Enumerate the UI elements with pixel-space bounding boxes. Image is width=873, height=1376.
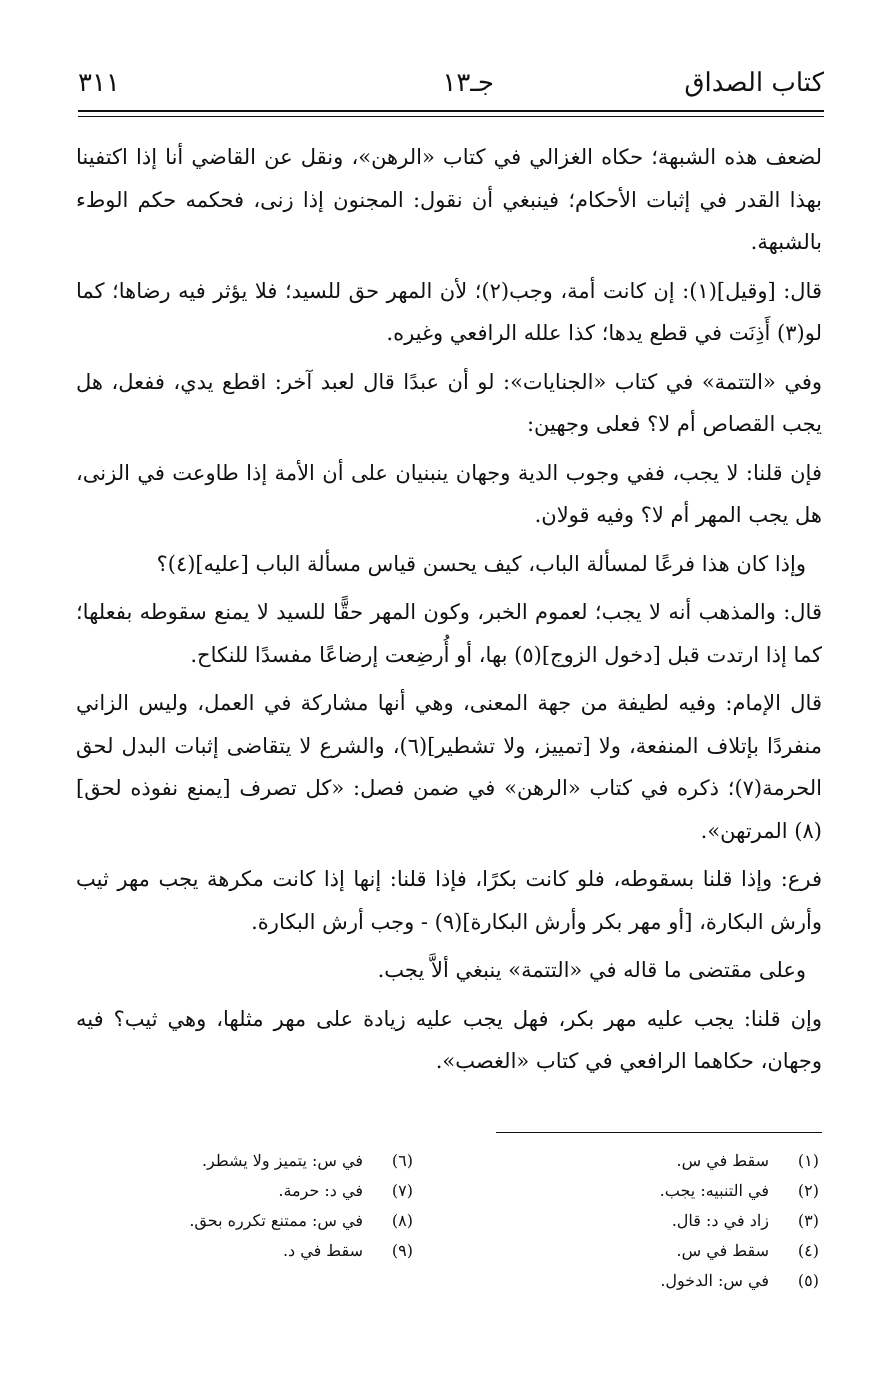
footnote-number: (١): [797, 1151, 819, 1170]
paragraph: وإذا كان هذا فرعًا لمسألة الباب، كيف يحسن قياس مسألة الباب [عليه](٤)؟: [156, 551, 806, 576]
footnote: [489, 1236, 819, 1266]
footnote-number: (٦): [391, 1151, 413, 1170]
footnote-number: (٩): [391, 1241, 413, 1260]
volume-label: جـ١٣: [442, 68, 494, 98]
footnote: [83, 1176, 413, 1206]
footnote: [83, 1236, 413, 1266]
footnote-text: سقط في د.: [282, 1241, 363, 1260]
footnote-number: (٢): [797, 1181, 819, 1200]
running-title: كتاب الصداق: [684, 68, 824, 98]
paragraph: قال الإمام: وفيه لطيفة من جهة المعنى، وهي أنها مشاركة في العمل، وليس الزاني منفردًا بإتلاف المنفعة، ولا [تمييز، ولا تشطير](٦)، والشرع لا يتقاضى إثبات البدل لحق الحرمة(٧)؛ ذكره في كتاب «الرهن» في ضمن فصل: «كل تصرف [يمنع نفوذه لحق](٨) المرتهن».: [76, 691, 822, 843]
paragraph: قال: والمذهب أنه لا يجب؛ لعموم الخبر، وكون المهر حقًّا للسيد لا يمنع سقوطه بفعلها؛ كما إذا ارتدت قبل [دخول الزوج](٥) بها، أو أُرضِعت إرضاعًا مفسدًا للنكاح.: [76, 600, 822, 667]
footnote-text: في د: حرمة.: [278, 1181, 363, 1200]
footnote-text: سقط في س.: [676, 1241, 769, 1260]
footnote-text: في س: الدخول.: [660, 1271, 769, 1290]
footnote-separator: [496, 1132, 822, 1133]
footnote: [83, 1206, 413, 1236]
footnote: [489, 1266, 819, 1296]
header-rule-thick: [78, 110, 824, 112]
footnote-number: (٧): [391, 1181, 413, 1200]
paragraph: وفي «التتمة» في كتاب «الجنايات»: لو أن عبدًا قال لعبد آخر: اقطع يدي، ففعل، هل يجب القصاص أم لا؟ فعلى وجهين:: [76, 369, 822, 436]
paragraph: فإن قلنا: لا يجب، ففي وجوب الدية وجهان ينبنيان على أن الأمة إذا طاوعت في الزنى، هل يجب المهر أم لا؟ وفيه قولان.: [76, 460, 822, 527]
footnote-text: زاد في د: قال.: [671, 1211, 769, 1230]
page-header: [78, 60, 824, 110]
footnote-text: سقط في س.: [676, 1151, 769, 1170]
footnote-number: (٥): [797, 1271, 819, 1290]
paragraph: لضعف هذه الشبهة؛ حكاه الغزالي في كتاب «الرهن»، ونقل عن القاضي أنا إذا اكتفينا بهذا القدر في إثبات الأحكام؛ فينبغي أن نقول: المجنون إذا زنى، فحكمه حكم الوطء بالشبهة.: [76, 145, 822, 254]
paragraph: فرع: وإذا قلنا بسقوطه، فلو كانت بكرًا، فإذا قلنا: إنها إذا كانت مكرهة يجب مهر ثيب وأرش البكارة، [أو مهر بكر وأرش البكارة](٩) - وجب أرش البكارة.: [76, 867, 822, 934]
page-number: ٣١١: [78, 68, 120, 98]
footnote-number: (٣): [797, 1211, 819, 1230]
footnotes-right-column: [489, 1146, 819, 1296]
footnote-number: (٤): [797, 1241, 819, 1260]
footnotes-left-column: [83, 1146, 413, 1266]
footnote-text: في س: يتميز ولا يشطر.: [201, 1151, 363, 1170]
paragraph: قال: [وقيل](١): إن كانت أمة، وجب(٢)؛ لأن المهر حق للسيد؛ فلا يؤثر فيه رضاها؛ كما لو(٣) أَذِنَت في قطع يدها؛ كذا علله الرافعي وغيره.: [76, 278, 822, 345]
footnote-number: (٨): [391, 1211, 413, 1230]
footnote-text: في س: ممتنع تكرره بحق.: [189, 1211, 363, 1230]
footnote: [489, 1206, 819, 1236]
footnote-text: في التنبيه: يجب.: [659, 1181, 769, 1200]
paragraph: وعلى مقتضى ما قاله في «التتمة» ينبغي ألاَّ يجب.: [377, 958, 806, 982]
footnote: [489, 1146, 819, 1176]
footnote: [489, 1176, 819, 1206]
paragraph: وإن قلنا: يجب عليه مهر بكر، فهل يجب عليه زيادة على مهر مثلها، وهي ثيب؟ فيه وجهان، حكاهما الرافعي في كتاب «الغصب».: [76, 1006, 822, 1073]
footnote: [83, 1146, 413, 1176]
main-text: [76, 136, 822, 1089]
header-rule-thin: [78, 116, 824, 117]
